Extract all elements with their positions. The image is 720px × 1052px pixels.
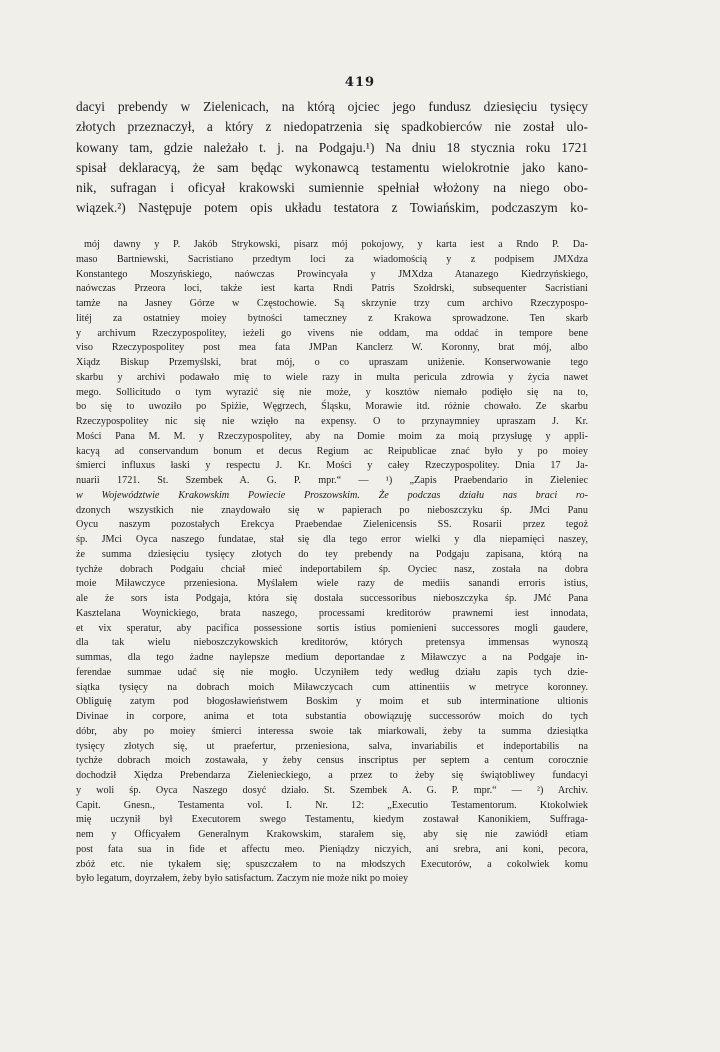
- footnote-line: moie Miławczyce przeniesiona. Myślałem wiele razy de mediis sanandi erroris istius,: [76, 578, 588, 590]
- footnote-line: że summa dziesięciu tysięcy złotych do tey prebendy na Podgaju zapisana, którą na: [76, 548, 588, 560]
- footnote-line: naówczas Przeora loci, także iest karta Rndi Patris Szołdrski, subsequenter Sacristiani: [76, 283, 588, 295]
- footnote-line: było legatum, doyrzałem, żeby było satisfactum. Zaczym nie może nikt po moiey: [76, 873, 409, 885]
- footnote-line: nuarii 1721. St. Szembek A. G. P. mpr.“ — ¹) „Zapis Praebendario in Zieleniec: [76, 475, 588, 486]
- footnote-line: ferendae summae udać się nie mogło. Uczyniłem tedy według działu zapis tych dzie-: [76, 666, 588, 678]
- footnote-line: nem y Officyałem Generalnym Krakowskim, starałem się, aby się nie zawiódł etiam: [76, 829, 588, 840]
- footnote-line: Kasztelana Woynickiego, brata naszego, processami kreditorów prawnemi iest innodata,: [76, 607, 588, 619]
- main-text: [76, 97, 588, 219]
- footnote-line: et vix speratur, aby pacifica possessione sortis istius pomienieni successores mogli gaudere,: [76, 622, 588, 634]
- footnote-line: y woli śp. Oyca Naszego dosyć działo. St. Szembek A. G. P. mpr.“ — ²) Archiv.: [76, 784, 588, 796]
- footnote-line: Divinae in corpore, anima et tota substantia obowiązuję successorów moich do tych: [76, 711, 588, 722]
- footnote-line: post fata sua in fide et affectu meo. Pieniądzy niczyich, ani srebra, ani koni, pecora,: [76, 843, 588, 855]
- footnote-line: skarbu y archivi podawało mię to wiele razy in multa pericula zdrowia y życia nawet: [76, 371, 588, 383]
- main-text-line: kowany tam, gdzie należało t. j. na Podgaju.¹) Na dniu 18 stycznia roku 1721: [76, 139, 588, 155]
- footnote-line: viso Rzeczypospolitey post mea fata JMPan Kanclerz W. Koronny, brat mój, albo: [76, 342, 588, 354]
- footnote-line: dochodził Xiędza Prebendarza Zielenieckiego, a przez to żeby się świątobliwey fundacyi: [76, 770, 588, 781]
- footnote-line: Xiądz Biskup Przemyślski, brat mój, o co upraszam uniżenie. Konserwowanie tego: [76, 357, 588, 368]
- footnote-line: Capit. Gnesn., Testamenta vol. I. Nr. 12: „Executio Testamentorum. Ktokolwiek: [76, 799, 588, 811]
- footnote-line: Mości Pana M. M. y Rzeczypospolitey, aby na Domie moim za moią przysługę y appli-: [76, 430, 588, 442]
- footnote-line: mego. Sollicitudo o tym wyrazić się nie może, y kosztów niemało podięło się na to,: [76, 386, 588, 398]
- main-text-line: dacyi prebendy w Zielenicach, na którą ojciec jego fundusz dziesięciu tysięcy: [76, 99, 588, 114]
- main-text-line: wiązek.²) Następuje potem opis układu testatora z Towiańskim, podczaszym ko-: [76, 200, 588, 216]
- main-text-line: złotych przeznaczył, a który z niedopatrzenia się spadkobierców nie został ulo-: [76, 119, 588, 135]
- footnote-line: dóbr, aby po moiey śmierci interessa swoie tak miarkowali, żeby ta summa dziesiątka: [76, 725, 588, 737]
- footnote-line: zbóż etc. nie tykałem się; spuszczałem to na młodszych Executorów, a cokolwiek komu: [76, 858, 588, 870]
- page-number: 419: [344, 75, 376, 90]
- footnote-line: dzonych wszystkich nie znaydowało się w papierach po nieboszczyku śp. JMci Panu: [76, 504, 588, 516]
- footnote-line: tychże dobrach moich zostawała, y żeby census inscriptus per septem a centum corocznie: [76, 755, 588, 767]
- main-text-line: nik, sufragan i oficyał krakowski sumiennie spełniał włożony na niego obo-: [76, 180, 588, 196]
- footnote-line: y archivum Rzeczypospolitey, ieżeli go vivens nie oddam, ma oddać in tempore bene: [76, 327, 588, 339]
- footnote-line: w Województwie Krakowskim Powiecie Proszowskim. Że podczas działu nas braci ro-: [76, 489, 588, 501]
- footnote-line: summas, dla tego żadne naylepsze medium deportandae z Miławczyc a na Podgaje in-: [76, 652, 588, 663]
- footnote-line: śp. JMci Oyca naszego fundatae, stał się dla tego error wielki y dla niepamięci naszey,: [76, 534, 588, 545]
- footnotes: [76, 238, 588, 887]
- footnote-line: siątka tysięcy na dobrach moich Miławczycach cum attinentiis w metryce koronney.: [76, 681, 588, 693]
- footnote-line: tychże dobrach Podgaiu chciał mieć indeportabilem śp. Oyciec nasz, została na dobra: [76, 563, 588, 575]
- footnote-line: tamże na Jasney Górze w Częstochowie. Są skrzynie trzy cum archivo Rzeczypospo-: [76, 298, 588, 309]
- footnote-line: bo się to uwoziło po Spiżie, Węgrzech, Śląsku, Morawie itd. różnie chowało. Ze skarbu: [76, 401, 588, 413]
- footnote-line: Oycu naszym pozostałych Erekcya Praebendae Zielenicensis SS. Rosarii przez tegoż: [76, 519, 588, 531]
- main-text-line: spisał deklaracyą, że sam będąc wykonawcą testamentu wielokrotnie jako kano-: [76, 159, 588, 175]
- footnote-line: śmierci influxus łaski y respectu J. Kr. Mości y całey Rzeczypospolitey. Dnia 17 Ja-: [76, 460, 588, 472]
- footnote-line: kacyą ad conservandum bonum et decus Regium ac Reipublicae znać było y po moiey: [76, 445, 588, 457]
- footnote-line: tysięcy złotych się, ut praefertur, przeniesiona, salva, invariabilis et indeportabilis na: [76, 740, 588, 752]
- footnote-line: ale że sors ista Podgaja, która się dostała successoribus nieboszczyka śp. JMć Pana: [76, 593, 588, 604]
- footnote-line: mój dawny y P. Jakób Strykowski, pisarz mój pokojowy, y karta iest a Rndo P. Da-: [84, 239, 588, 250]
- footnote-line: maso Bartniewski, Sacristiano przedtym loci za wiadomością y z podpisem JMXdza: [76, 253, 588, 265]
- footnote-line: Obliguię zatym pod błogosławieństwem Boskim y moim et sub interminatione ultionis: [76, 696, 588, 708]
- footnote-line: mię uczynił był Executorem swego Testamentu, kiedym zostawał Kanonikiem, Suffraga-: [76, 814, 588, 826]
- footnote-line: dla tak wielu nieboszczykowskich kreditorów, których pretensya immensas wynoszą: [76, 637, 588, 649]
- footnote-line: Rzeczypospolitey nic się nie wzięło na expensy. O to przynaymniey upraszam J. Kr.: [76, 416, 588, 427]
- footnote-line: litéj za ostatniey moiey bytności tameczney z Krakowa sprowadzone. Ten skarb: [76, 312, 588, 324]
- footnote-line: Konstantego Moszyńskiego, naówczas Prowincyała y JMXdza Atanazego Kiedrzyńskiego,: [76, 268, 588, 280]
